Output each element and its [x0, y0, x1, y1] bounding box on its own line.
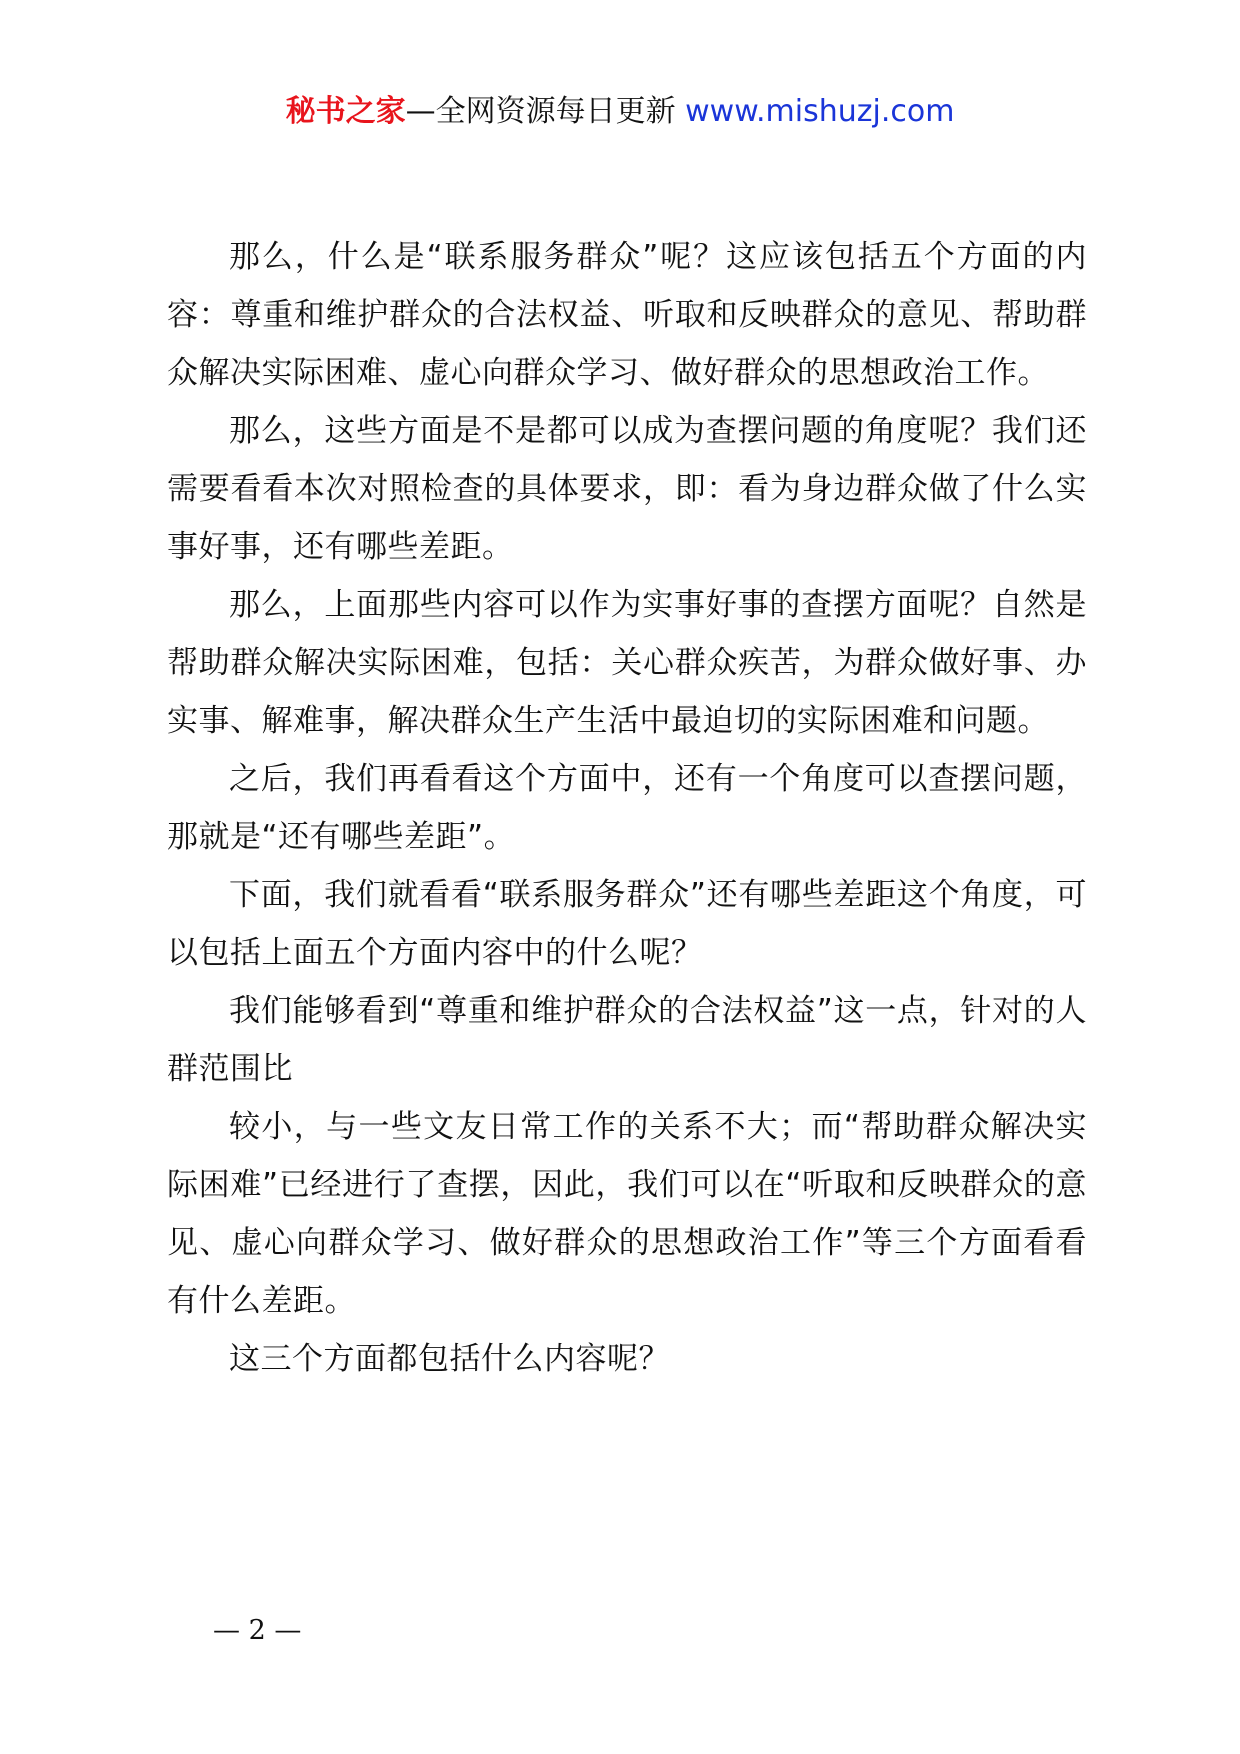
header-brand: 秘书之家	[285, 94, 406, 129]
page-number: — 2 —	[213, 1615, 302, 1646]
document-body	[167, 228, 1087, 1388]
paragraph: 下面，我们就看看“联系服务群众”还有哪些差距这个角度，可以包括上面五个方面内容中的什么呢？	[167, 877, 1087, 971]
header-tagline: —全网资源每日更新	[405, 94, 686, 129]
paragraph: 那么，上面那些内容可以作为实事好事的查摆方面呢？自然是帮助群众解决实际困难，包括：关心群众疾苦，为群众做好事、办实事、解难事，解决群众生产生活中最迫切的实际困难和问题。	[167, 587, 1087, 739]
paragraph: 之后，我们再看看这个方面中，还有一个角度可以查摆问题，那就是“还有哪些差距”。	[167, 761, 1087, 855]
header-site-url[interactable]: www.mishuzj.com	[685, 94, 955, 129]
paragraph: 那么，这些方面是不是都可以成为查摆问题的角度呢？我们还需要看看本次对照检查的具体要求，即：看为身边群众做了什么实事好事，还有哪些差距。	[167, 413, 1087, 565]
paragraph: 我们能够看到“尊重和维护群众的合法权益”这一点，针对的人群范围比	[167, 993, 1087, 1087]
paragraph: 这三个方面都包括什么内容呢？	[229, 1341, 670, 1377]
paragraph: 那么，什么是“联系服务群众”呢？这应该包括五个方面的内容：尊重和维护群众的合法权益、听取和反映群众的意见、帮助群众解决实际困难、虚心向群众学习、做好群众的思想政治工作。	[167, 239, 1087, 391]
paragraph: 较小，与一些文友日常工作的关系不大；而“帮助群众解决实际困难”已经进行了查摆，因此，我们可以在“听取和反映群众的意见、虚心向群众学习、做好群众的思想政治工作”等三个方面看看有什么差距。	[167, 1109, 1087, 1319]
page-header	[0, 92, 1240, 132]
